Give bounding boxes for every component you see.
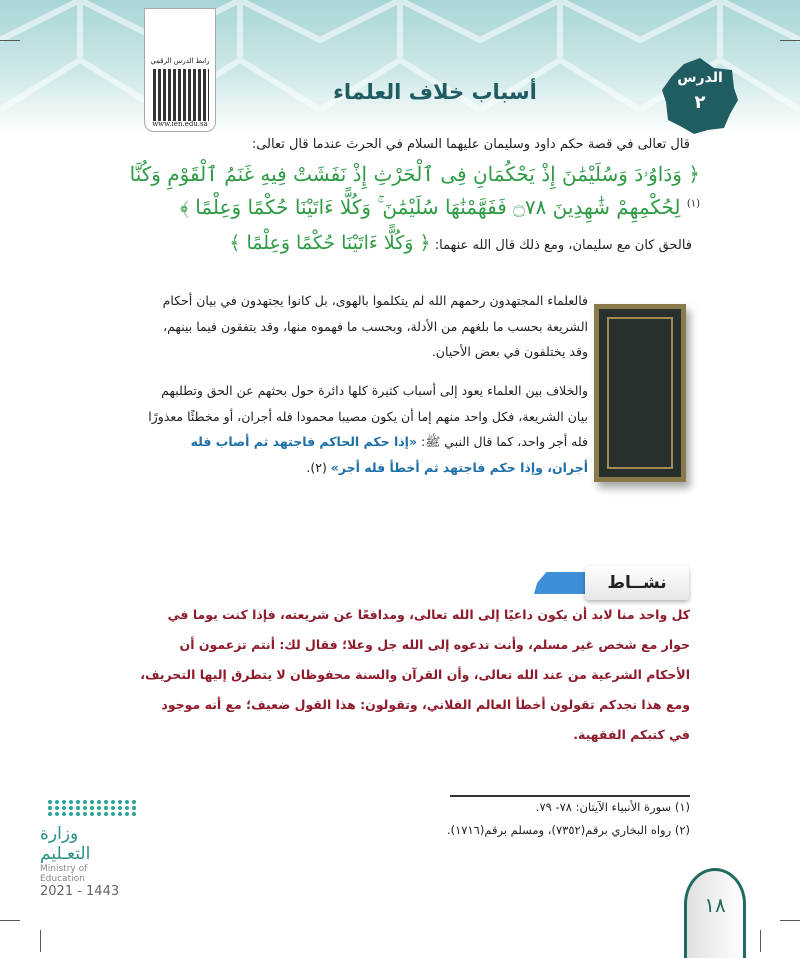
qr-code-box[interactable]: [144, 8, 216, 132]
activity-text: كل واحد منا لابد أن يكون داعيًا إلى الله تعالى، ومدافعًا عن شريعته، فإذا كنت يوما في حوار مع شخص غير مسلم، وأنت تدعوه إلى الله جل وعلا؛ فقال لك: أنتم تزعمون أن الأحكام الشرعية من عند الله تعالى، وأن القرآن والسنة محفوظان لا يتطرق إليها التحريف، ومع هذا نجدكم تقولون أخطأ العالم الفلاني، وتقولون: هذا القول ضعيف؛ مع أنه موجود في كتبكم الفقهية.: [140, 607, 690, 742]
crop-mark: [0, 920, 20, 921]
paragraph-2: [148, 378, 588, 480]
quran-verse-line-2: [140, 195, 700, 219]
footnote-divider: [450, 795, 690, 797]
crop-mark: [780, 920, 800, 921]
ministry-name-ar: وزارة التعـليم: [40, 824, 91, 864]
ministry-year: 2021 - 1443: [40, 884, 120, 899]
ministry-dots-icon: [48, 800, 130, 816]
paragraph-1: فالعلماء المجتهدون رحمهم الله لم يتكلموا بالهوى، بل كانوا يجتهدون في بيان أحكام الشريعة بحسب ما بلغهم من الأدلة، وبحسب ما فهموه منها، وقد يتفقون فيما بينهم، وقد يختلفون في بعض الأحيان.: [162, 293, 588, 359]
footnote-ref-2: (٢).: [306, 459, 331, 475]
qr-caption: رابط الدرس الرقمي: [150, 57, 210, 65]
crop-mark: [760, 930, 761, 952]
page-title: أسباب خلاف العلماء: [333, 80, 537, 104]
paragraph-2-text: والخلاف بين العلماء يعود إلى أسباب كثيرة كلها دائرة حول بحثهم عن الحق وتطلبهم بيان الشريعة، فكل واحد منهم إما أن يكون مصيبا محمودا فله أجران، أو مخطئًا معذورًا فله أجر واحد، كما قال النبي ﷺ:: [148, 383, 588, 449]
quran-verse-short: ﴿ وَكُلًّا ءَاتَيْنَا حُكْمًا وَعِلْمًا ﴾: [229, 232, 431, 254]
quran-verse-line-1: ﴿ وَدَاوُۥدَ وَسُلَيْمَٰنَ إِذْ يَحْكُمَانِ فِى ٱلْحَرْثِ إِذْ نَفَشَتْ فِيهِ غَنَمُ ٱلْقَوْمِ وَكُنَّا: [129, 162, 700, 186]
page-number: ١٨: [684, 868, 746, 958]
activity-header: [534, 566, 689, 600]
footnote-2: (٢) رواه البخاري برقم(٧٣٥٢)، ومسلم برقم(١٧١٦).: [446, 823, 690, 837]
statement-text: فالحق كان مع سليمان، ومع ذلك قال الله عنهما:: [434, 238, 692, 253]
crop-mark: [780, 40, 800, 41]
footnote-ref-1: (١): [686, 198, 700, 210]
intro-text: قال تعالى في قصة حكم داود وسليمان عليهما السلام في الحرث عندما قال تعالى:: [251, 137, 690, 152]
book-cover-image: [594, 304, 686, 482]
crop-mark: [0, 40, 20, 41]
qr-url[interactable]: www.ien.edu.sa: [152, 120, 208, 128]
statement-line: [140, 232, 692, 254]
lesson-label: الدرس: [677, 70, 723, 86]
ministry-name-en: Ministry of Education: [40, 864, 88, 884]
qr-code-icon[interactable]: [153, 69, 209, 121]
ministry-logo: [40, 800, 130, 899]
crop-mark: [40, 930, 41, 952]
footnote-1: (١) سورة الأنبياء الآيتان: ٧٨- ٧٩.: [535, 800, 690, 814]
lesson-badge: [662, 58, 738, 134]
activity-label: نشــاط: [585, 566, 689, 600]
lesson-number: ٢: [694, 92, 706, 113]
hadith-quote: «إذا حكم الحاكم فاجتهد ثم أصاب فله أجران، وإذا حكم فاجتهد ثم أخطأ فله أجر»: [190, 434, 588, 475]
quran-verse-text: لِحُكْمِهِمْ شَٰهِدِينَ ۝٧٨ فَفَهَّمْنَٰهَا سُلَيْمَٰنَ ۚ وَكُلًّا ءَاتَيْنَا حُكْمًا وَعِلْمًا ﴾: [180, 195, 681, 219]
